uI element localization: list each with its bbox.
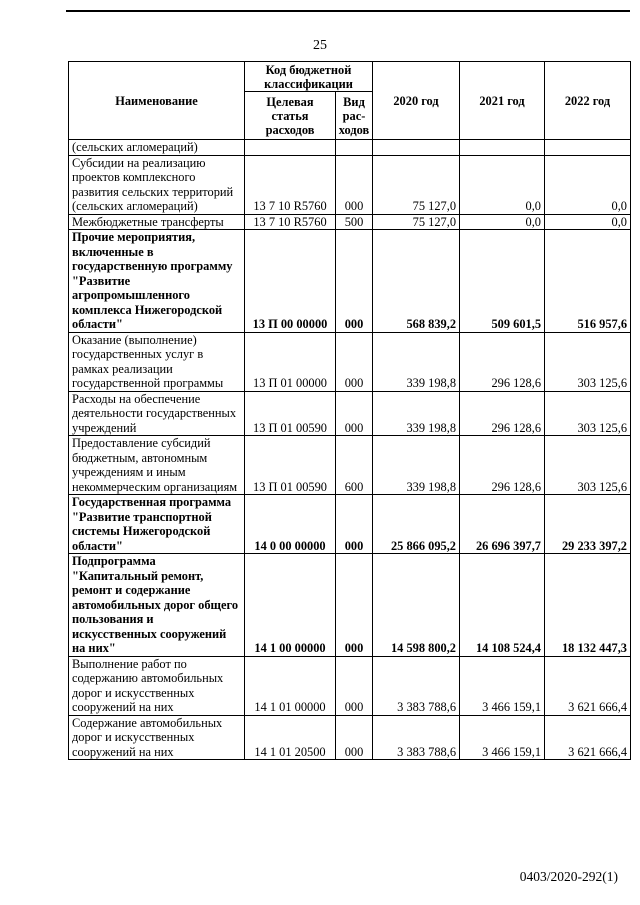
row-expense-type: 000 [336, 391, 373, 436]
top-rule [66, 10, 630, 12]
row-value-2020: 339 198,8 [373, 436, 460, 495]
col-header-target-item: Целевая статья расходов [245, 92, 336, 140]
row-value-2021 [460, 140, 545, 156]
row-value-2022 [545, 140, 631, 156]
row-expense-type: 500 [336, 214, 373, 230]
row-expense-type [336, 140, 373, 156]
row-name: Подпрограмма "Капитальный ремонт, ремонт и содержание автомобильных дорог общего пользования и искусственных сооружений на них" [69, 554, 245, 657]
row-name: Выполнение работ по содержанию автомобильных дорог и искусственных сооружений на них [69, 656, 245, 715]
table-row [69, 332, 631, 391]
table-row [69, 214, 631, 230]
row-name: Межбюджетные трансферты [69, 214, 245, 230]
row-name: (сельских агломераций) [69, 140, 245, 156]
row-target-item: 13 7 10 R5760 [245, 214, 336, 230]
row-value-2021: 26 696 397,7 [460, 495, 545, 554]
budget-table [68, 61, 631, 760]
row-value-2020: 14 598 800,2 [373, 554, 460, 657]
row-value-2021: 509 601,5 [460, 230, 545, 333]
row-value-2020: 75 127,0 [373, 155, 460, 214]
row-value-2021: 0,0 [460, 214, 545, 230]
row-expense-type: 000 [336, 656, 373, 715]
row-value-2020: 3 383 788,6 [373, 715, 460, 760]
table-row [69, 554, 631, 657]
row-value-2022: 29 233 397,2 [545, 495, 631, 554]
row-expense-type: 600 [336, 436, 373, 495]
row-target-item: 14 1 01 00000 [245, 656, 336, 715]
document-code: 0403/2020-292(1) [519, 869, 618, 884]
col-header-2022: 2022 год [545, 62, 631, 140]
table-row [69, 436, 631, 495]
col-header-2021: 2021 год [460, 62, 545, 140]
row-name: Содержание автомобильных дорог и искусственных сооружений на них [69, 715, 245, 760]
table-row [69, 230, 631, 333]
table-row [69, 656, 631, 715]
row-value-2022: 0,0 [545, 155, 631, 214]
row-value-2022: 3 621 666,4 [545, 715, 631, 760]
col-header-expense-type: Вид рас-ходов [336, 92, 373, 140]
row-value-2020: 339 198,8 [373, 391, 460, 436]
table-row [69, 715, 631, 760]
row-expense-type: 000 [336, 230, 373, 333]
row-value-2022: 303 125,6 [545, 391, 631, 436]
row-target-item: 13 7 10 R5760 [245, 155, 336, 214]
row-name: Оказание (выполнение) государственных услуг в рамках реализации государственной программы [69, 332, 245, 391]
row-value-2021: 296 128,6 [460, 436, 545, 495]
row-value-2020: 568 839,2 [373, 230, 460, 333]
row-value-2022: 516 957,6 [545, 230, 631, 333]
row-value-2022: 3 621 666,4 [545, 656, 631, 715]
row-value-2021: 3 466 159,1 [460, 715, 545, 760]
row-value-2020: 3 383 788,6 [373, 656, 460, 715]
row-value-2022: 303 125,6 [545, 332, 631, 391]
row-value-2020: 25 866 095,2 [373, 495, 460, 554]
row-target-item: 14 1 01 20500 [245, 715, 336, 760]
table-row [69, 391, 631, 436]
row-name: Предоставление субсидий бюджетным, автономным учреждениям и иным некоммерческим организациям [69, 436, 245, 495]
row-value-2021: 14 108 524,4 [460, 554, 545, 657]
row-value-2021: 0,0 [460, 155, 545, 214]
table-row [69, 140, 631, 156]
page-number: 25 [313, 38, 327, 53]
row-target-item: 13 П 01 00000 [245, 332, 336, 391]
row-value-2022: 0,0 [545, 214, 631, 230]
row-name: Государственная программа "Развитие транспортной системы Нижегородской области" [69, 495, 245, 554]
row-target-item [245, 140, 336, 156]
row-target-item: 14 1 00 00000 [245, 554, 336, 657]
row-value-2022: 303 125,6 [545, 436, 631, 495]
row-value-2020 [373, 140, 460, 156]
row-name: Прочие мероприятия, включенные в государственную программу "Развитие агропромышленного комплекса Нижегородской области" [69, 230, 245, 333]
row-expense-type: 000 [336, 554, 373, 657]
row-expense-type: 000 [336, 495, 373, 554]
row-target-item: 14 0 00 00000 [245, 495, 336, 554]
row-value-2021: 3 466 159,1 [460, 656, 545, 715]
table-row [69, 495, 631, 554]
row-value-2020: 339 198,8 [373, 332, 460, 391]
row-name: Субсидии на реализацию проектов комплексного развития сельских территорий (сельских агломераций) [69, 155, 245, 214]
row-expense-type: 000 [336, 332, 373, 391]
table-row [69, 155, 631, 214]
col-header-name: Наименование [69, 62, 245, 140]
row-expense-type: 000 [336, 155, 373, 214]
row-expense-type: 000 [336, 715, 373, 760]
row-value-2020: 75 127,0 [373, 214, 460, 230]
col-header-2020: 2020 год [373, 62, 460, 140]
row-target-item: 13 П 01 00590 [245, 436, 336, 495]
row-target-item: 13 П 01 00590 [245, 391, 336, 436]
col-header-budget-code: Код бюджетной классификации [245, 62, 373, 92]
row-value-2021: 296 128,6 [460, 332, 545, 391]
row-name: Расходы на обеспечение деятельности государственных учреждений [69, 391, 245, 436]
row-value-2022: 18 132 447,3 [545, 554, 631, 657]
row-target-item: 13 П 00 00000 [245, 230, 336, 333]
row-value-2021: 296 128,6 [460, 391, 545, 436]
